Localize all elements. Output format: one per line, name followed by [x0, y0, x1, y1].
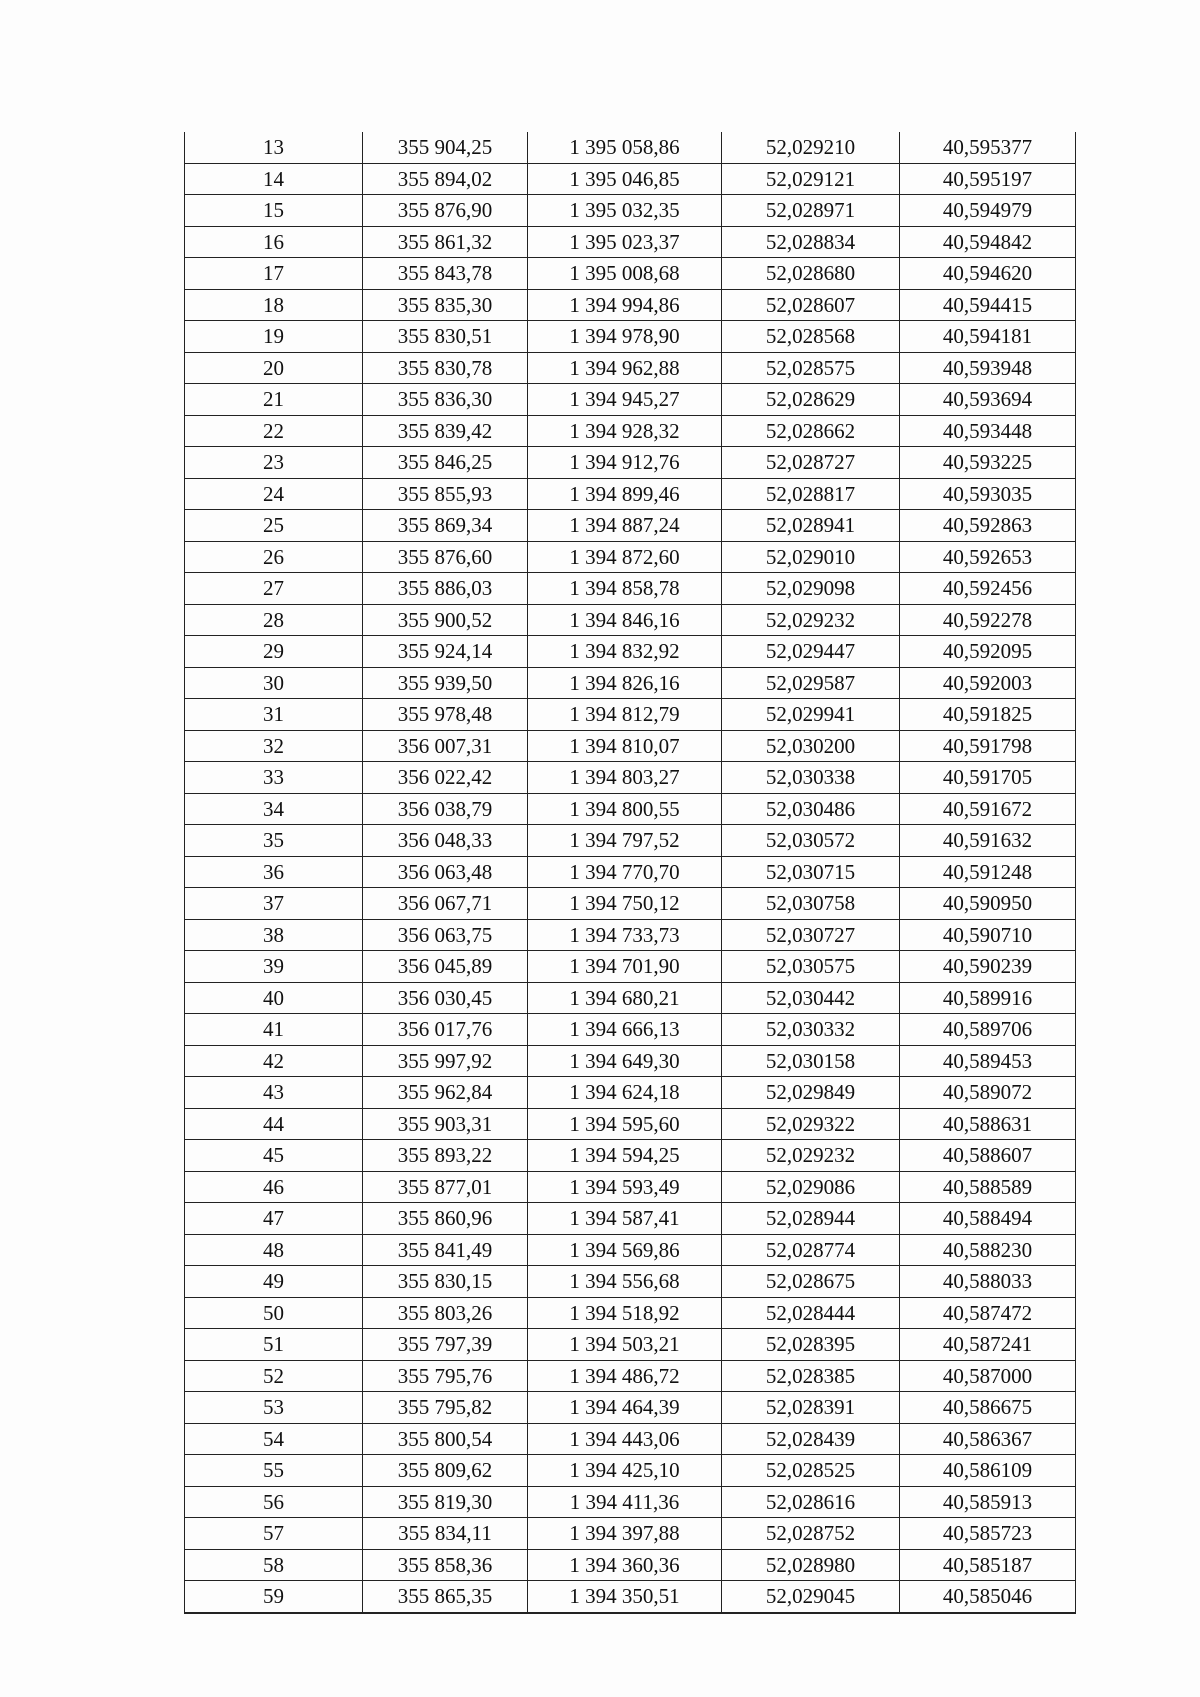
longitude-cell: 40,590710: [900, 919, 1076, 951]
point-number-cell: 54: [185, 1423, 363, 1455]
table-row: [185, 415, 1076, 447]
latitude-cell: 52,029587: [722, 667, 900, 699]
x-coordinate-cell: 355 836,30: [363, 384, 528, 416]
latitude-cell: 52,029232: [722, 604, 900, 636]
y-coordinate-cell: 1 394 733,73: [528, 919, 722, 951]
longitude-cell: 40,591632: [900, 825, 1076, 857]
latitude-cell: 52,028525: [722, 1455, 900, 1487]
point-number-cell: 49: [185, 1266, 363, 1298]
table-row: [185, 1518, 1076, 1550]
coordinates-table: [184, 132, 1076, 1614]
table-row: [185, 636, 1076, 668]
latitude-cell: 52,028774: [722, 1234, 900, 1266]
latitude-cell: 52,028395: [722, 1329, 900, 1361]
latitude-cell: 52,029086: [722, 1171, 900, 1203]
latitude-cell: 52,029322: [722, 1108, 900, 1140]
latitude-cell: 52,028629: [722, 384, 900, 416]
x-coordinate-cell: 355 894,02: [363, 163, 528, 195]
table-row: [185, 352, 1076, 384]
point-number-cell: 34: [185, 793, 363, 825]
point-number-cell: 13: [185, 132, 363, 163]
y-coordinate-cell: 1 394 666,13: [528, 1014, 722, 1046]
table-row: [185, 1203, 1076, 1235]
point-number-cell: 30: [185, 667, 363, 699]
x-coordinate-cell: 355 886,03: [363, 573, 528, 605]
y-coordinate-cell: 1 395 023,37: [528, 226, 722, 258]
longitude-cell: 40,591672: [900, 793, 1076, 825]
table-row: [185, 541, 1076, 573]
longitude-cell: 40,586367: [900, 1423, 1076, 1455]
table-row: [185, 825, 1076, 857]
x-coordinate-cell: 356 022,42: [363, 762, 528, 794]
x-coordinate-cell: 355 903,31: [363, 1108, 528, 1140]
latitude-cell: 52,030442: [722, 982, 900, 1014]
y-coordinate-cell: 1 394 360,36: [528, 1549, 722, 1581]
longitude-cell: 40,593448: [900, 415, 1076, 447]
point-number-cell: 31: [185, 699, 363, 731]
longitude-cell: 40,589072: [900, 1077, 1076, 1109]
y-coordinate-cell: 1 394 858,78: [528, 573, 722, 605]
table-row: [185, 856, 1076, 888]
longitude-cell: 40,594181: [900, 321, 1076, 353]
longitude-cell: 40,588494: [900, 1203, 1076, 1235]
x-coordinate-cell: 355 997,92: [363, 1045, 528, 1077]
y-coordinate-cell: 1 394 411,36: [528, 1486, 722, 1518]
x-coordinate-cell: 356 007,31: [363, 730, 528, 762]
latitude-cell: 52,029045: [722, 1581, 900, 1613]
y-coordinate-cell: 1 395 058,86: [528, 132, 722, 163]
y-coordinate-cell: 1 394 701,90: [528, 951, 722, 983]
table-row: [185, 321, 1076, 353]
y-coordinate-cell: 1 394 800,55: [528, 793, 722, 825]
x-coordinate-cell: 356 067,71: [363, 888, 528, 920]
x-coordinate-cell: 355 819,30: [363, 1486, 528, 1518]
latitude-cell: 52,030338: [722, 762, 900, 794]
x-coordinate-cell: 356 038,79: [363, 793, 528, 825]
point-number-cell: 17: [185, 258, 363, 290]
point-number-cell: 27: [185, 573, 363, 605]
table-row: [185, 793, 1076, 825]
y-coordinate-cell: 1 394 649,30: [528, 1045, 722, 1077]
y-coordinate-cell: 1 394 397,88: [528, 1518, 722, 1550]
y-coordinate-cell: 1 394 587,41: [528, 1203, 722, 1235]
point-number-cell: 47: [185, 1203, 363, 1235]
table-row: [185, 1266, 1076, 1298]
y-coordinate-cell: 1 394 518,92: [528, 1297, 722, 1329]
table-row: [185, 1108, 1076, 1140]
y-coordinate-cell: 1 394 872,60: [528, 541, 722, 573]
latitude-cell: 52,028971: [722, 195, 900, 227]
y-coordinate-cell: 1 394 846,16: [528, 604, 722, 636]
x-coordinate-cell: 356 048,33: [363, 825, 528, 857]
longitude-cell: 40,592456: [900, 573, 1076, 605]
coordinates-table-body: [185, 132, 1076, 1613]
table-row: [185, 762, 1076, 794]
table-row: [185, 163, 1076, 195]
y-coordinate-cell: 1 394 994,86: [528, 289, 722, 321]
x-coordinate-cell: 355 869,34: [363, 510, 528, 542]
x-coordinate-cell: 355 830,51: [363, 321, 528, 353]
table-row: [185, 1329, 1076, 1361]
y-coordinate-cell: 1 394 624,18: [528, 1077, 722, 1109]
table-row: [185, 1486, 1076, 1518]
latitude-cell: 52,029849: [722, 1077, 900, 1109]
point-number-cell: 21: [185, 384, 363, 416]
x-coordinate-cell: 355 876,90: [363, 195, 528, 227]
x-coordinate-cell: 355 877,01: [363, 1171, 528, 1203]
point-number-cell: 40: [185, 982, 363, 1014]
point-number-cell: 50: [185, 1297, 363, 1329]
x-coordinate-cell: 355 841,49: [363, 1234, 528, 1266]
point-number-cell: 24: [185, 478, 363, 510]
table-row: [185, 132, 1076, 163]
table-row: [185, 1455, 1076, 1487]
y-coordinate-cell: 1 394 503,21: [528, 1329, 722, 1361]
latitude-cell: 52,028980: [722, 1549, 900, 1581]
x-coordinate-cell: 355 795,82: [363, 1392, 528, 1424]
point-number-cell: 37: [185, 888, 363, 920]
point-number-cell: 45: [185, 1140, 363, 1172]
longitude-cell: 40,589706: [900, 1014, 1076, 1046]
y-coordinate-cell: 1 394 594,25: [528, 1140, 722, 1172]
latitude-cell: 52,030758: [722, 888, 900, 920]
longitude-cell: 40,594979: [900, 195, 1076, 227]
point-number-cell: 42: [185, 1045, 363, 1077]
latitude-cell: 52,028385: [722, 1360, 900, 1392]
table-row: [185, 478, 1076, 510]
table-row: [185, 384, 1076, 416]
longitude-cell: 40,585046: [900, 1581, 1076, 1613]
x-coordinate-cell: 355 803,26: [363, 1297, 528, 1329]
longitude-cell: 40,585723: [900, 1518, 1076, 1550]
point-number-cell: 41: [185, 1014, 363, 1046]
x-coordinate-cell: 355 865,35: [363, 1581, 528, 1613]
latitude-cell: 52,029098: [722, 573, 900, 605]
latitude-cell: 52,029121: [722, 163, 900, 195]
longitude-cell: 40,591825: [900, 699, 1076, 731]
table-row: [185, 982, 1076, 1014]
x-coordinate-cell: 355 809,62: [363, 1455, 528, 1487]
point-number-cell: 15: [185, 195, 363, 227]
x-coordinate-cell: 355 835,30: [363, 289, 528, 321]
point-number-cell: 29: [185, 636, 363, 668]
table-row: [185, 573, 1076, 605]
longitude-cell: 40,585187: [900, 1549, 1076, 1581]
latitude-cell: 52,029941: [722, 699, 900, 731]
table-row: [185, 951, 1076, 983]
point-number-cell: 57: [185, 1518, 363, 1550]
table-row: [185, 1140, 1076, 1172]
y-coordinate-cell: 1 394 826,16: [528, 667, 722, 699]
longitude-cell: 40,588230: [900, 1234, 1076, 1266]
table-row: [185, 226, 1076, 258]
longitude-cell: 40,591798: [900, 730, 1076, 762]
latitude-cell: 52,029232: [722, 1140, 900, 1172]
table-row: [185, 919, 1076, 951]
x-coordinate-cell: 355 834,11: [363, 1518, 528, 1550]
y-coordinate-cell: 1 394 803,27: [528, 762, 722, 794]
x-coordinate-cell: 355 800,54: [363, 1423, 528, 1455]
y-coordinate-cell: 1 395 032,35: [528, 195, 722, 227]
point-number-cell: 51: [185, 1329, 363, 1361]
longitude-cell: 40,593035: [900, 478, 1076, 510]
point-number-cell: 23: [185, 447, 363, 479]
longitude-cell: 40,588607: [900, 1140, 1076, 1172]
latitude-cell: 52,028575: [722, 352, 900, 384]
latitude-cell: 52,030572: [722, 825, 900, 857]
point-number-cell: 25: [185, 510, 363, 542]
point-number-cell: 38: [185, 919, 363, 951]
longitude-cell: 40,589916: [900, 982, 1076, 1014]
x-coordinate-cell: 356 030,45: [363, 982, 528, 1014]
point-number-cell: 55: [185, 1455, 363, 1487]
latitude-cell: 52,030158: [722, 1045, 900, 1077]
longitude-cell: 40,592003: [900, 667, 1076, 699]
latitude-cell: 52,029447: [722, 636, 900, 668]
point-number-cell: 28: [185, 604, 363, 636]
longitude-cell: 40,587000: [900, 1360, 1076, 1392]
longitude-cell: 40,594415: [900, 289, 1076, 321]
longitude-cell: 40,585913: [900, 1486, 1076, 1518]
point-number-cell: 56: [185, 1486, 363, 1518]
point-number-cell: 35: [185, 825, 363, 857]
longitude-cell: 40,590950: [900, 888, 1076, 920]
y-coordinate-cell: 1 394 887,24: [528, 510, 722, 542]
longitude-cell: 40,593225: [900, 447, 1076, 479]
point-number-cell: 44: [185, 1108, 363, 1140]
y-coordinate-cell: 1 394 797,52: [528, 825, 722, 857]
point-number-cell: 48: [185, 1234, 363, 1266]
x-coordinate-cell: 355 858,36: [363, 1549, 528, 1581]
longitude-cell: 40,595197: [900, 163, 1076, 195]
longitude-cell: 40,591705: [900, 762, 1076, 794]
x-coordinate-cell: 355 797,39: [363, 1329, 528, 1361]
y-coordinate-cell: 1 394 486,72: [528, 1360, 722, 1392]
y-coordinate-cell: 1 394 464,39: [528, 1392, 722, 1424]
longitude-cell: 40,587472: [900, 1297, 1076, 1329]
longitude-cell: 40,594842: [900, 226, 1076, 258]
x-coordinate-cell: 355 830,15: [363, 1266, 528, 1298]
latitude-cell: 52,030715: [722, 856, 900, 888]
latitude-cell: 52,028834: [722, 226, 900, 258]
table-row: [185, 888, 1076, 920]
latitude-cell: 52,028616: [722, 1486, 900, 1518]
longitude-cell: 40,594620: [900, 258, 1076, 290]
latitude-cell: 52,028727: [722, 447, 900, 479]
table-row: [185, 258, 1076, 290]
longitude-cell: 40,586109: [900, 1455, 1076, 1487]
table-row: [185, 667, 1076, 699]
y-coordinate-cell: 1 394 595,60: [528, 1108, 722, 1140]
latitude-cell: 52,029010: [722, 541, 900, 573]
point-number-cell: 36: [185, 856, 363, 888]
longitude-cell: 40,588589: [900, 1171, 1076, 1203]
x-coordinate-cell: 355 978,48: [363, 699, 528, 731]
x-coordinate-cell: 355 893,22: [363, 1140, 528, 1172]
point-number-cell: 33: [185, 762, 363, 794]
latitude-cell: 52,030332: [722, 1014, 900, 1046]
point-number-cell: 53: [185, 1392, 363, 1424]
longitude-cell: 40,586675: [900, 1392, 1076, 1424]
x-coordinate-cell: 355 861,32: [363, 226, 528, 258]
longitude-cell: 40,592095: [900, 636, 1076, 668]
point-number-cell: 18: [185, 289, 363, 321]
table-row: [185, 699, 1076, 731]
y-coordinate-cell: 1 394 750,12: [528, 888, 722, 920]
table-row: [185, 447, 1076, 479]
point-number-cell: 22: [185, 415, 363, 447]
table-row: [185, 1423, 1076, 1455]
latitude-cell: 52,028662: [722, 415, 900, 447]
x-coordinate-cell: 355 843,78: [363, 258, 528, 290]
x-coordinate-cell: 355 904,25: [363, 132, 528, 163]
latitude-cell: 52,030727: [722, 919, 900, 951]
x-coordinate-cell: 355 839,42: [363, 415, 528, 447]
y-coordinate-cell: 1 394 569,86: [528, 1234, 722, 1266]
latitude-cell: 52,028391: [722, 1392, 900, 1424]
longitude-cell: 40,591248: [900, 856, 1076, 888]
x-coordinate-cell: 356 063,48: [363, 856, 528, 888]
table-row: [185, 1549, 1076, 1581]
y-coordinate-cell: 1 394 810,07: [528, 730, 722, 762]
latitude-cell: 52,028675: [722, 1266, 900, 1298]
x-coordinate-cell: 355 855,93: [363, 478, 528, 510]
longitude-cell: 40,593694: [900, 384, 1076, 416]
y-coordinate-cell: 1 395 046,85: [528, 163, 722, 195]
longitude-cell: 40,592278: [900, 604, 1076, 636]
latitude-cell: 52,028444: [722, 1297, 900, 1329]
table-row: [185, 730, 1076, 762]
point-number-cell: 26: [185, 541, 363, 573]
y-coordinate-cell: 1 394 593,49: [528, 1171, 722, 1203]
y-coordinate-cell: 1 394 832,92: [528, 636, 722, 668]
point-number-cell: 16: [185, 226, 363, 258]
point-number-cell: 46: [185, 1171, 363, 1203]
table-row: [185, 1077, 1076, 1109]
y-coordinate-cell: 1 394 899,46: [528, 478, 722, 510]
y-coordinate-cell: 1 394 928,32: [528, 415, 722, 447]
longitude-cell: 40,588033: [900, 1266, 1076, 1298]
latitude-cell: 52,028439: [722, 1423, 900, 1455]
y-coordinate-cell: 1 394 912,76: [528, 447, 722, 479]
x-coordinate-cell: 355 924,14: [363, 636, 528, 668]
y-coordinate-cell: 1 394 443,06: [528, 1423, 722, 1455]
latitude-cell: 52,028944: [722, 1203, 900, 1235]
point-number-cell: 58: [185, 1549, 363, 1581]
table-row: [185, 604, 1076, 636]
y-coordinate-cell: 1 394 978,90: [528, 321, 722, 353]
y-coordinate-cell: 1 394 425,10: [528, 1455, 722, 1487]
point-number-cell: 52: [185, 1360, 363, 1392]
point-number-cell: 59: [185, 1581, 363, 1613]
table-row: [185, 1045, 1076, 1077]
latitude-cell: 52,029210: [722, 132, 900, 163]
table-row: [185, 1360, 1076, 1392]
y-coordinate-cell: 1 394 812,79: [528, 699, 722, 731]
latitude-cell: 52,030486: [722, 793, 900, 825]
point-number-cell: 32: [185, 730, 363, 762]
latitude-cell: 52,028941: [722, 510, 900, 542]
table-row: [185, 1392, 1076, 1424]
point-number-cell: 43: [185, 1077, 363, 1109]
longitude-cell: 40,588631: [900, 1108, 1076, 1140]
point-number-cell: 14: [185, 163, 363, 195]
longitude-cell: 40,593948: [900, 352, 1076, 384]
x-coordinate-cell: 355 876,60: [363, 541, 528, 573]
latitude-cell: 52,028680: [722, 258, 900, 290]
x-coordinate-cell: 355 860,96: [363, 1203, 528, 1235]
table-row: [185, 1171, 1076, 1203]
longitude-cell: 40,595377: [900, 132, 1076, 163]
latitude-cell: 52,028607: [722, 289, 900, 321]
table-row: [185, 1297, 1076, 1329]
table-row: [185, 510, 1076, 542]
table-row: [185, 1234, 1076, 1266]
latitude-cell: 52,028752: [722, 1518, 900, 1550]
latitude-cell: 52,030200: [722, 730, 900, 762]
y-coordinate-cell: 1 394 945,27: [528, 384, 722, 416]
point-number-cell: 39: [185, 951, 363, 983]
latitude-cell: 52,028817: [722, 478, 900, 510]
table-row: [185, 195, 1076, 227]
latitude-cell: 52,030575: [722, 951, 900, 983]
longitude-cell: 40,587241: [900, 1329, 1076, 1361]
x-coordinate-cell: 355 962,84: [363, 1077, 528, 1109]
y-coordinate-cell: 1 394 556,68: [528, 1266, 722, 1298]
x-coordinate-cell: 355 830,78: [363, 352, 528, 384]
x-coordinate-cell: 356 045,89: [363, 951, 528, 983]
table-row: [185, 1581, 1076, 1613]
table-row: [185, 1014, 1076, 1046]
longitude-cell: 40,590239: [900, 951, 1076, 983]
x-coordinate-cell: 355 939,50: [363, 667, 528, 699]
x-coordinate-cell: 356 017,76: [363, 1014, 528, 1046]
x-coordinate-cell: 355 846,25: [363, 447, 528, 479]
table-row: [185, 289, 1076, 321]
y-coordinate-cell: 1 394 350,51: [528, 1581, 722, 1613]
y-coordinate-cell: 1 395 008,68: [528, 258, 722, 290]
x-coordinate-cell: 356 063,75: [363, 919, 528, 951]
y-coordinate-cell: 1 394 680,21: [528, 982, 722, 1014]
y-coordinate-cell: 1 394 962,88: [528, 352, 722, 384]
point-number-cell: 19: [185, 321, 363, 353]
longitude-cell: 40,589453: [900, 1045, 1076, 1077]
latitude-cell: 52,028568: [722, 321, 900, 353]
x-coordinate-cell: 355 900,52: [363, 604, 528, 636]
y-coordinate-cell: 1 394 770,70: [528, 856, 722, 888]
x-coordinate-cell: 355 795,76: [363, 1360, 528, 1392]
point-number-cell: 20: [185, 352, 363, 384]
longitude-cell: 40,592653: [900, 541, 1076, 573]
longitude-cell: 40,592863: [900, 510, 1076, 542]
